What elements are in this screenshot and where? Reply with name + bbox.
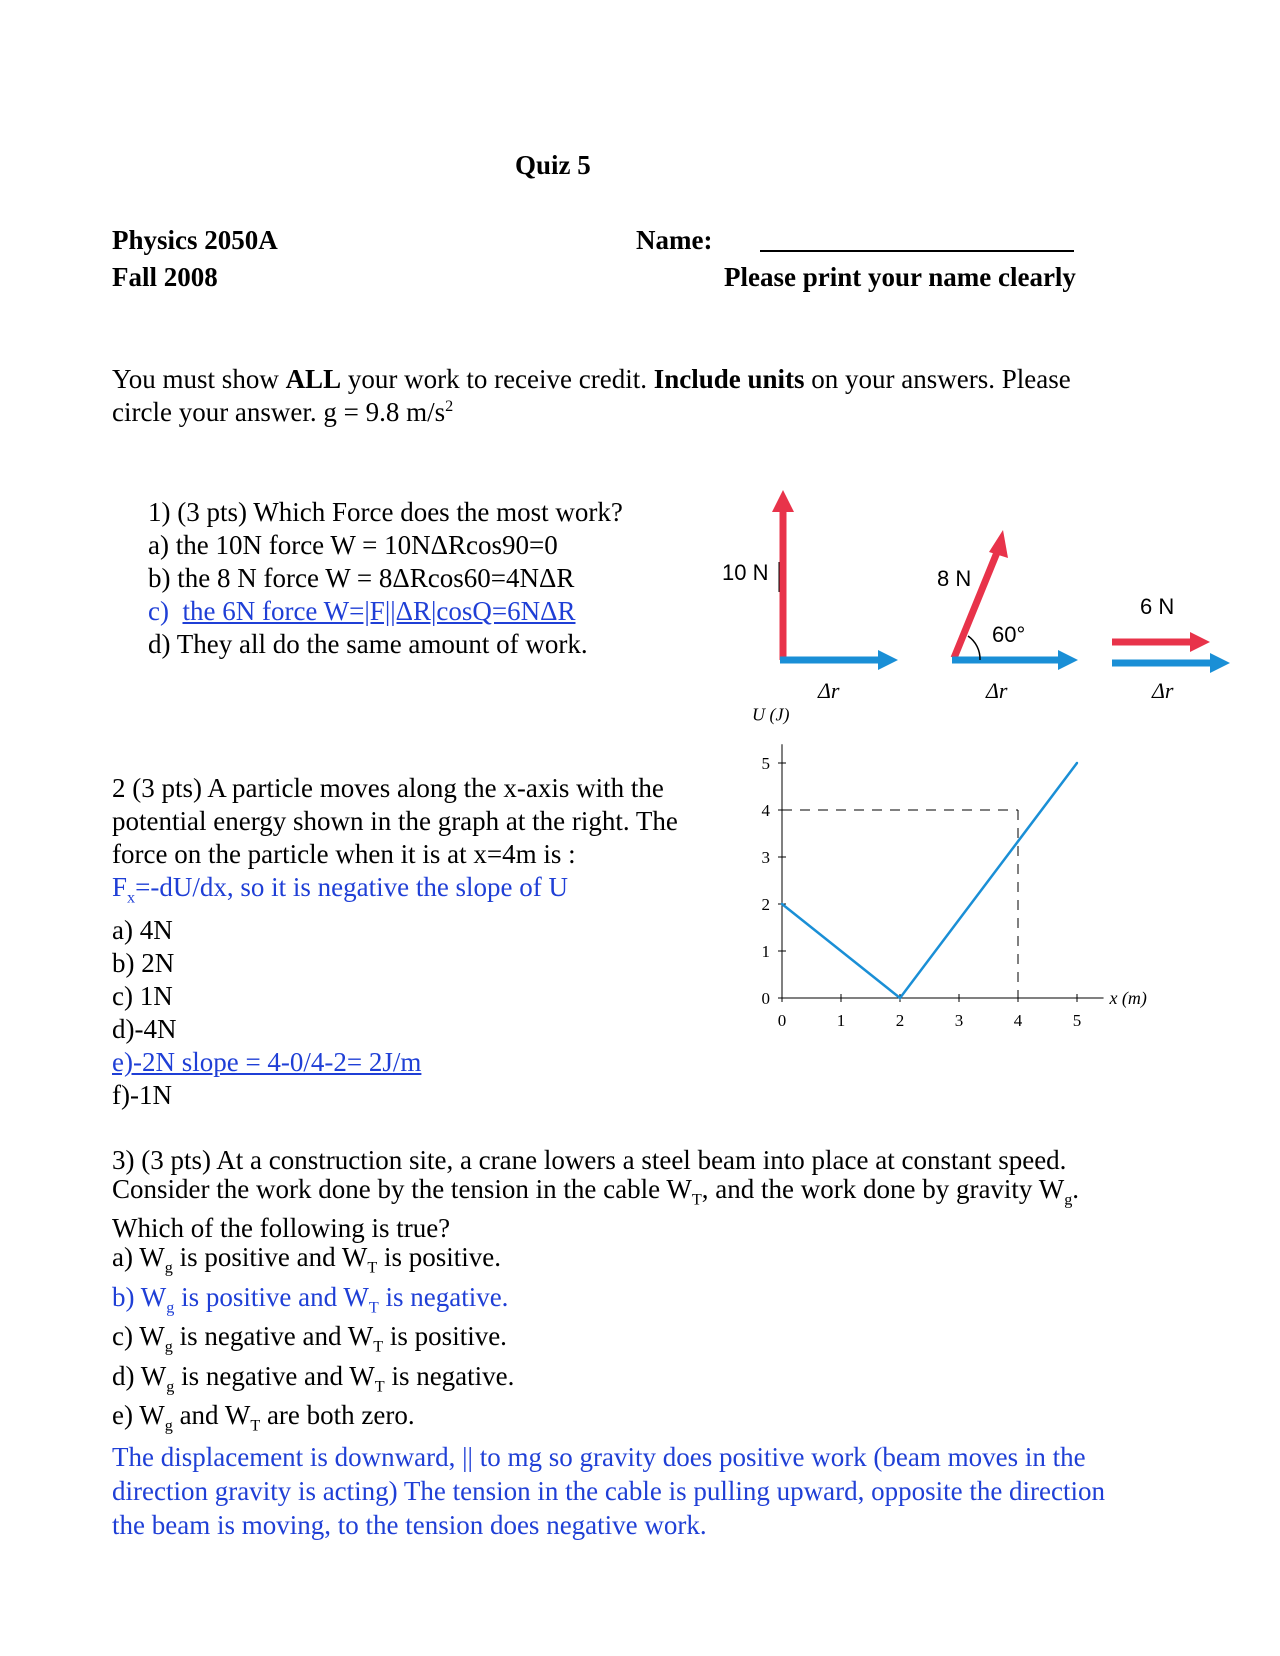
q1-stem: 1) (3 pts) Which Force does the most work? bbox=[148, 497, 623, 527]
force-10n-label: 10 N bbox=[722, 560, 769, 585]
u-point bbox=[781, 903, 783, 905]
y-tick-label: 5 bbox=[761, 754, 770, 773]
x-tick-label: 2 bbox=[895, 1011, 905, 1030]
q3-explanation-2: direction gravity is acting) The tension in the cable is pulling upward, opposite the direction bbox=[112, 1476, 1106, 1507]
q3-explanation bbox=[112, 1440, 1105, 1542]
x-tick-label: 0 bbox=[777, 1011, 787, 1030]
q2-stem-2: potential energy shown in the graph at the right. The bbox=[112, 806, 678, 836]
q2-option-c: c) 1N bbox=[112, 981, 173, 1012]
q2-option-b: b) 2N bbox=[112, 948, 175, 979]
q3-option-c: c) $W_g$ is negative and $W_T$ is positive. bbox=[112, 1321, 507, 1356]
u-point bbox=[899, 997, 901, 999]
q2-block bbox=[112, 772, 678, 1112]
y-axis-label: U (J) bbox=[752, 704, 790, 725]
q1-option-c: c) the 6N force W=|F||ΔR|cosQ=6NΔR bbox=[148, 596, 576, 626]
q3-option-d: d) $W_g$ is negative and $W_T$ is negative. bbox=[112, 1360, 515, 1395]
q2-hint: $F_x=-dU/dx$, so it is negative the slope of U bbox=[112, 872, 569, 907]
y-tick-label: 0 bbox=[761, 989, 770, 1008]
q3-stem-3: Which of the following is true? bbox=[112, 1213, 451, 1244]
y-tick-label: 4 bbox=[761, 801, 770, 820]
q2-option-a: a) 4N bbox=[112, 915, 173, 946]
y-tick-label: 1 bbox=[761, 942, 770, 961]
x-tick-label: 3 bbox=[954, 1011, 964, 1030]
x-tick-label: 5 bbox=[1072, 1011, 1082, 1030]
q2-option-f: f)-1N bbox=[112, 1080, 172, 1111]
name-label: Name: bbox=[636, 225, 713, 255]
q3-option-e: e) $W_g$ and $W_T$ are both zero. bbox=[112, 1399, 415, 1435]
potential-energy-chart bbox=[752, 704, 1230, 1080]
q2-stem-3: force on the particle when it is at x=4m is : bbox=[112, 839, 576, 869]
q1-block bbox=[148, 496, 623, 661]
course-label: Physics 2050A bbox=[112, 225, 278, 255]
q3-option-b: b) $W_g$ is positive and $W_T$ is negative. bbox=[112, 1281, 509, 1317]
q1-option-a: a) the 10N force W = 10NΔRcos90=0 bbox=[148, 530, 558, 560]
q1-option-d: d) They all do the same amount of work. bbox=[148, 629, 588, 659]
q1-option-b: b) the 8 N force W = 8ΔRcos60=4NΔR bbox=[148, 563, 575, 593]
q2-option-d: d)-4N bbox=[112, 1014, 177, 1045]
y-tick-label: 2 bbox=[761, 895, 770, 914]
name-blank-line[interactable] bbox=[760, 250, 1074, 252]
force-8n-arrowhead bbox=[989, 530, 1008, 558]
quiz-title: Quiz 5 bbox=[515, 150, 591, 180]
q3-block bbox=[112, 1146, 1105, 1542]
x-axis-label: x (m) bbox=[1109, 988, 1147, 1008]
q3-option-a: a) $W_g$ is positive and $W_T$ is positive. bbox=[112, 1242, 501, 1277]
term-label: Fall 2008 bbox=[112, 262, 218, 292]
angle-label: 60° bbox=[992, 622, 1026, 647]
dr-label-2: Δr⃗ bbox=[986, 678, 1025, 703]
dr-label-3: Δr⃗ bbox=[1152, 678, 1191, 703]
q2-option-e: e)-2N slope = 4-0/4-2= 2J/m bbox=[112, 1047, 422, 1078]
print-note: Please print your name clearly bbox=[724, 262, 1076, 292]
y-tick-label: 3 bbox=[761, 848, 770, 867]
force-8n-label: 8 N bbox=[937, 566, 972, 591]
u-curve bbox=[782, 763, 1077, 998]
x-tick-label: 1 bbox=[836, 1011, 846, 1030]
q3-stem-1: 3) (3 pts) At a construction site, a crane lowers a steel beam into place at constant speed. bbox=[112, 1145, 1067, 1175]
q1-force-figure bbox=[700, 480, 1240, 710]
q3-stem-2: Consider the work done by the tension in the cable $W_T$, and the work done by gravity $W_g$. bbox=[112, 1174, 1080, 1209]
u-point bbox=[1076, 762, 1078, 764]
q3-explanation-1: The displacement is downward, || to mg so gravity does positive work (beam moves in the bbox=[112, 1442, 1086, 1473]
instructions-line-1: You must show ALL your work to receive credit. Include units on your answers. Please bbox=[112, 364, 1071, 394]
q3-explanation-3: the beam is moving, to the tension does negative work. bbox=[112, 1510, 707, 1541]
force-6n-label: 6 N bbox=[1140, 594, 1175, 619]
q1-answer-text: the 6N force W=|F||ΔR|cosQ=6NΔR bbox=[182, 596, 576, 626]
force-10n-arrowhead bbox=[772, 490, 794, 512]
q2-stem-1: 2 (3 pts) A particle moves along the x-axis with the bbox=[112, 773, 664, 803]
instructions-line-2: circle your answer. g = 9.8 $m/s^2$ bbox=[112, 397, 454, 427]
dr-label-1: Δr⃗ bbox=[818, 678, 857, 703]
x-tick-label: 4 bbox=[1013, 1011, 1023, 1030]
